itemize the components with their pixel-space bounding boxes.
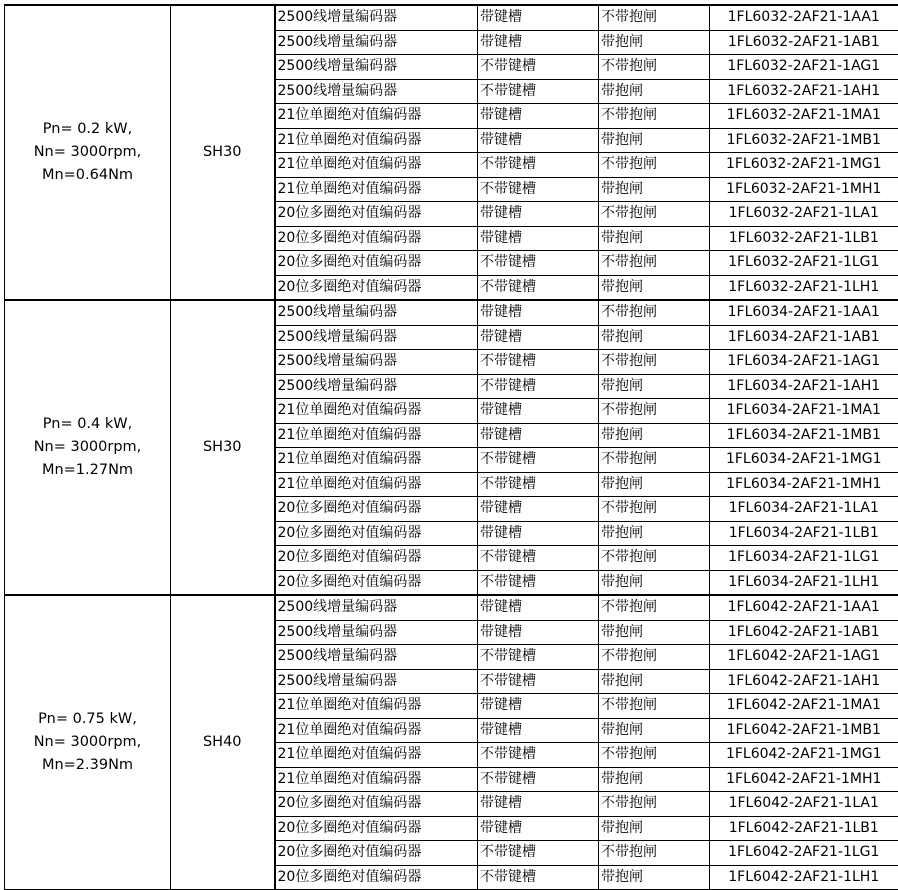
order-code-cell: 1FL6032-2AF21-1MA1 bbox=[710, 104, 898, 129]
keyway-cell: 带键槽 bbox=[478, 30, 599, 55]
encoder-type-cell: 21位单圈绝对值编码器 bbox=[275, 718, 478, 743]
order-code-cell: 1FL6032-2AF21-1MG1 bbox=[710, 153, 898, 178]
keyway-cell: 不带键槽 bbox=[478, 669, 599, 694]
encoder-type-cell: 21位单圈绝对值编码器 bbox=[275, 743, 478, 768]
table-row bbox=[5, 595, 898, 620]
brake-cell: 带抱闸 bbox=[599, 521, 710, 546]
order-code-cell: 1FL6032-2AF21-1AG1 bbox=[710, 55, 898, 80]
keyway-cell: 不带键槽 bbox=[478, 841, 599, 866]
keyway-cell: 不带键槽 bbox=[478, 448, 599, 473]
order-code-cell: 1FL6034-2AF21-1AG1 bbox=[710, 350, 898, 375]
brake-cell: 带抱闸 bbox=[599, 275, 710, 300]
motor-rating-line: Nn= 3000rpm, bbox=[5, 436, 170, 459]
encoder-type-cell: 20位多圈绝对值编码器 bbox=[275, 546, 478, 571]
brake-cell: 带抱闸 bbox=[599, 30, 710, 55]
encoder-type-cell: 21位单圈绝对值编码器 bbox=[275, 767, 478, 792]
encoder-type-cell: 20位多圈绝对值编码器 bbox=[275, 521, 478, 546]
keyway-cell: 带键槽 bbox=[478, 816, 599, 841]
order-code-cell: 1FL6032-2AF21-1AH1 bbox=[710, 79, 898, 104]
keyway-cell: 不带键槽 bbox=[478, 645, 599, 670]
order-code-cell: 1FL6042-2AF21-1MG1 bbox=[710, 743, 898, 768]
brake-cell: 带抱闸 bbox=[599, 620, 710, 645]
brake-cell: 不带抱闸 bbox=[599, 153, 710, 178]
brake-cell: 不带抱闸 bbox=[599, 251, 710, 276]
motor-rating-line: Nn= 3000rpm, bbox=[5, 731, 170, 754]
frame-size-cell: SH30 bbox=[171, 300, 275, 595]
encoder-type-cell: 20位多圈绝对值编码器 bbox=[275, 251, 478, 276]
brake-cell: 带抱闸 bbox=[599, 423, 710, 448]
motor-rating-line: Pn= 0.4 kW, bbox=[5, 413, 170, 436]
order-code-cell: 1FL6034-2AF21-1AB1 bbox=[710, 325, 898, 350]
keyway-cell: 不带键槽 bbox=[478, 743, 599, 768]
encoder-type-cell: 21位单圈绝对值编码器 bbox=[275, 177, 478, 202]
brake-cell: 不带抱闸 bbox=[599, 350, 710, 375]
brake-cell: 带抱闸 bbox=[599, 325, 710, 350]
order-code-cell: 1FL6042-2AF21-1AA1 bbox=[710, 595, 898, 620]
order-code-cell: 1FL6042-2AF21-1AH1 bbox=[710, 669, 898, 694]
encoder-type-cell: 21位单圈绝对值编码器 bbox=[275, 448, 478, 473]
frame-size-cell: SH40 bbox=[171, 595, 275, 890]
encoder-type-cell: 20位多圈绝对值编码器 bbox=[275, 570, 478, 595]
brake-cell: 不带抱闸 bbox=[599, 202, 710, 227]
brake-cell: 不带抱闸 bbox=[599, 5, 710, 30]
brake-cell: 不带抱闸 bbox=[599, 645, 710, 670]
keyway-cell: 带键槽 bbox=[478, 595, 599, 620]
brake-cell: 带抱闸 bbox=[599, 79, 710, 104]
order-code-cell: 1FL6034-2AF21-1MG1 bbox=[710, 448, 898, 473]
keyway-cell: 不带键槽 bbox=[478, 546, 599, 571]
motor-rating-line: Mn=2.39Nm bbox=[5, 754, 170, 777]
brake-cell: 不带抱闸 bbox=[599, 792, 710, 817]
keyway-cell: 不带键槽 bbox=[478, 153, 599, 178]
order-code-cell: 1FL6034-2AF21-1MH1 bbox=[710, 472, 898, 497]
keyway-cell: 不带键槽 bbox=[478, 350, 599, 375]
keyway-cell: 带键槽 bbox=[478, 423, 599, 448]
keyway-cell: 带键槽 bbox=[478, 300, 599, 325]
table-row bbox=[5, 5, 898, 30]
order-code-cell: 1FL6034-2AF21-1AA1 bbox=[710, 300, 898, 325]
encoder-type-cell: 2500线增量编码器 bbox=[275, 79, 478, 104]
keyway-cell: 带键槽 bbox=[478, 620, 599, 645]
keyway-cell: 带键槽 bbox=[478, 5, 599, 30]
motor-order-code-table bbox=[4, 4, 898, 890]
encoder-type-cell: 20位多圈绝对值编码器 bbox=[275, 497, 478, 522]
keyway-cell: 带键槽 bbox=[478, 104, 599, 129]
brake-cell: 带抱闸 bbox=[599, 374, 710, 399]
encoder-type-cell: 2500线增量编码器 bbox=[275, 30, 478, 55]
encoder-type-cell: 2500线增量编码器 bbox=[275, 669, 478, 694]
encoder-type-cell: 2500线增量编码器 bbox=[275, 325, 478, 350]
encoder-type-cell: 2500线增量编码器 bbox=[275, 350, 478, 375]
brake-cell: 不带抱闸 bbox=[599, 448, 710, 473]
brake-cell: 不带抱闸 bbox=[599, 55, 710, 80]
keyway-cell: 带键槽 bbox=[478, 325, 599, 350]
encoder-type-cell: 21位单圈绝对值编码器 bbox=[275, 104, 478, 129]
order-code-cell: 1FL6032-2AF21-1LG1 bbox=[710, 251, 898, 276]
keyway-cell: 不带键槽 bbox=[478, 767, 599, 792]
keyway-cell: 不带键槽 bbox=[478, 865, 599, 890]
order-code-cell: 1FL6042-2AF21-1LH1 bbox=[710, 865, 898, 890]
brake-cell: 不带抱闸 bbox=[599, 497, 710, 522]
keyway-cell: 带键槽 bbox=[478, 792, 599, 817]
keyway-cell: 带键槽 bbox=[478, 128, 599, 153]
encoder-type-cell: 20位多圈绝对值编码器 bbox=[275, 275, 478, 300]
encoder-type-cell: 20位多圈绝对值编码器 bbox=[275, 226, 478, 251]
encoder-type-cell: 2500线增量编码器 bbox=[275, 300, 478, 325]
keyway-cell: 带键槽 bbox=[478, 226, 599, 251]
motor-rating-cell bbox=[5, 5, 171, 300]
keyway-cell: 带键槽 bbox=[478, 399, 599, 424]
order-code-cell: 1FL6032-2AF21-1AA1 bbox=[710, 5, 898, 30]
encoder-type-cell: 21位单圈绝对值编码器 bbox=[275, 423, 478, 448]
motor-rating-line: Nn= 3000rpm, bbox=[5, 141, 170, 164]
encoder-type-cell: 21位单圈绝对值编码器 bbox=[275, 153, 478, 178]
encoder-type-cell: 2500线增量编码器 bbox=[275, 645, 478, 670]
brake-cell: 不带抱闸 bbox=[599, 595, 710, 620]
order-code-cell: 1FL6034-2AF21-1LG1 bbox=[710, 546, 898, 571]
order-code-cell: 1FL6042-2AF21-1MH1 bbox=[710, 767, 898, 792]
brake-cell: 带抱闸 bbox=[599, 767, 710, 792]
encoder-type-cell: 2500线增量编码器 bbox=[275, 595, 478, 620]
order-code-cell: 1FL6042-2AF21-1LB1 bbox=[710, 816, 898, 841]
motor-rating-line: Mn=1.27Nm bbox=[5, 459, 170, 482]
keyway-cell: 不带键槽 bbox=[478, 55, 599, 80]
order-code-cell: 1FL6032-2AF21-1LB1 bbox=[710, 226, 898, 251]
order-code-cell: 1FL6034-2AF21-1MA1 bbox=[710, 399, 898, 424]
encoder-type-cell: 21位单圈绝对值编码器 bbox=[275, 472, 478, 497]
brake-cell: 不带抱闸 bbox=[599, 399, 710, 424]
encoder-type-cell: 2500线增量编码器 bbox=[275, 374, 478, 399]
encoder-type-cell: 20位多圈绝对值编码器 bbox=[275, 202, 478, 227]
order-code-cell: 1FL6042-2AF21-1LG1 bbox=[710, 841, 898, 866]
brake-cell: 带抱闸 bbox=[599, 865, 710, 890]
encoder-type-cell: 21位单圈绝对值编码器 bbox=[275, 694, 478, 719]
motor-rating-cell bbox=[5, 595, 171, 890]
motor-rating-line: Mn=0.64Nm bbox=[5, 164, 170, 187]
brake-cell: 带抱闸 bbox=[599, 718, 710, 743]
keyway-cell: 带键槽 bbox=[478, 718, 599, 743]
order-code-cell: 1FL6042-2AF21-1AG1 bbox=[710, 645, 898, 670]
keyway-cell: 带键槽 bbox=[478, 521, 599, 546]
motor-rating-cell bbox=[5, 300, 171, 595]
encoder-type-cell: 20位多圈绝对值编码器 bbox=[275, 792, 478, 817]
brake-cell: 不带抱闸 bbox=[599, 694, 710, 719]
order-code-cell: 1FL6034-2AF21-1LA1 bbox=[710, 497, 898, 522]
encoder-type-cell: 2500线增量编码器 bbox=[275, 55, 478, 80]
order-code-cell: 1FL6032-2AF21-1LA1 bbox=[710, 202, 898, 227]
keyway-cell: 不带键槽 bbox=[478, 374, 599, 399]
brake-cell: 带抱闸 bbox=[599, 669, 710, 694]
brake-cell: 带抱闸 bbox=[599, 472, 710, 497]
keyway-cell: 不带键槽 bbox=[478, 570, 599, 595]
brake-cell: 不带抱闸 bbox=[599, 841, 710, 866]
order-code-cell: 1FL6032-2AF21-1MB1 bbox=[710, 128, 898, 153]
keyway-cell: 带键槽 bbox=[478, 694, 599, 719]
frame-size-cell: SH30 bbox=[171, 5, 275, 300]
encoder-type-cell: 20位多圈绝对值编码器 bbox=[275, 865, 478, 890]
encoder-type-cell: 20位多圈绝对值编码器 bbox=[275, 816, 478, 841]
order-code-cell: 1FL6042-2AF21-1MA1 bbox=[710, 694, 898, 719]
keyway-cell: 不带键槽 bbox=[478, 79, 599, 104]
motor-rating-line: Pn= 0.2 kW, bbox=[5, 118, 170, 141]
encoder-type-cell: 20位多圈绝对值编码器 bbox=[275, 841, 478, 866]
brake-cell: 不带抱闸 bbox=[599, 104, 710, 129]
order-code-cell: 1FL6032-2AF21-1MH1 bbox=[710, 177, 898, 202]
encoder-type-cell: 21位单圈绝对值编码器 bbox=[275, 399, 478, 424]
encoder-type-cell: 2500线增量编码器 bbox=[275, 620, 478, 645]
brake-cell: 带抱闸 bbox=[599, 226, 710, 251]
order-code-cell: 1FL6034-2AF21-1MB1 bbox=[710, 423, 898, 448]
brake-cell: 带抱闸 bbox=[599, 570, 710, 595]
brake-cell: 带抱闸 bbox=[599, 177, 710, 202]
keyway-cell: 不带键槽 bbox=[478, 275, 599, 300]
order-code-cell: 1FL6032-2AF21-1LH1 bbox=[710, 275, 898, 300]
order-code-cell: 1FL6042-2AF21-1MB1 bbox=[710, 718, 898, 743]
keyway-cell: 不带键槽 bbox=[478, 177, 599, 202]
brake-cell: 不带抱闸 bbox=[599, 300, 710, 325]
brake-cell: 不带抱闸 bbox=[599, 743, 710, 768]
encoder-type-cell: 21位单圈绝对值编码器 bbox=[275, 128, 478, 153]
brake-cell: 带抱闸 bbox=[599, 816, 710, 841]
brake-cell: 带抱闸 bbox=[599, 128, 710, 153]
keyway-cell: 不带键槽 bbox=[478, 472, 599, 497]
table-body bbox=[5, 5, 898, 890]
keyway-cell: 带键槽 bbox=[478, 202, 599, 227]
motor-rating-line: Pn= 0.75 kW, bbox=[5, 708, 170, 731]
order-code-cell: 1FL6034-2AF21-1LH1 bbox=[710, 570, 898, 595]
brake-cell: 不带抱闸 bbox=[599, 546, 710, 571]
table-row bbox=[5, 300, 898, 325]
encoder-type-cell: 2500线增量编码器 bbox=[275, 5, 478, 30]
order-code-cell: 1FL6034-2AF21-1AH1 bbox=[710, 374, 898, 399]
keyway-cell: 带键槽 bbox=[478, 497, 599, 522]
order-code-cell: 1FL6034-2AF21-1LB1 bbox=[710, 521, 898, 546]
order-code-cell: 1FL6042-2AF21-1AB1 bbox=[710, 620, 898, 645]
keyway-cell: 不带键槽 bbox=[478, 251, 599, 276]
order-code-cell: 1FL6042-2AF21-1LA1 bbox=[710, 792, 898, 817]
order-code-cell: 1FL6032-2AF21-1AB1 bbox=[710, 30, 898, 55]
